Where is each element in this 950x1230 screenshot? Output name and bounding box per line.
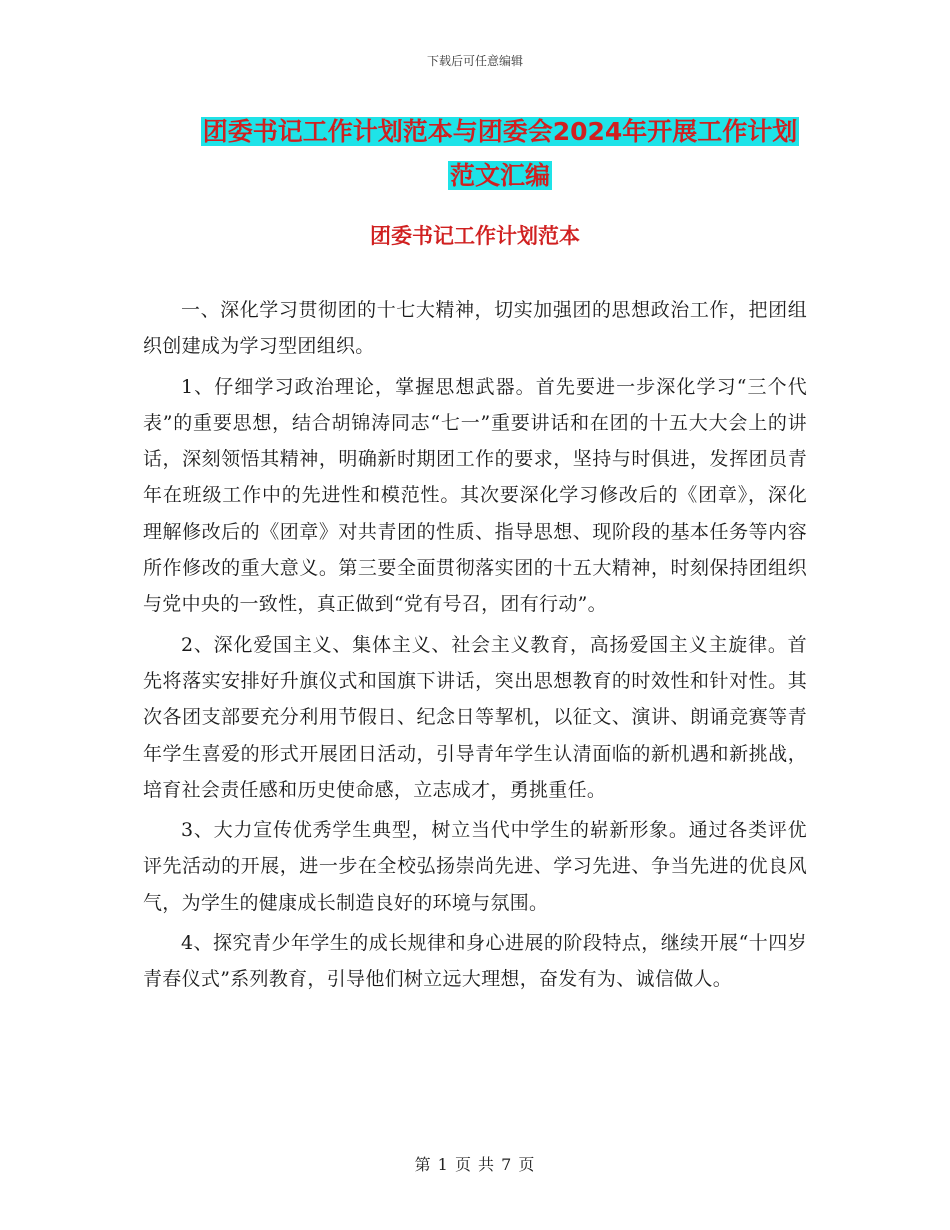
paragraph: 一、深化学习贯彻团的十七大精神，切实加强团的思想政治工作，把团组织创建成为学习型团组织。 xyxy=(143,299,807,358)
document-title xyxy=(150,110,850,198)
paragraph: 2、深化爱国主义、集体主义、社会主义教育，高扬爱国主义主旋律。首先将落实安排好升旗仪式和国旗下讲话，突出思想教育的时效性和针对性。其次各团支部要充分利用节假日、纪念日等挈机，以征文、演讲、朗诵竞赛等青年学生喜爱的形式开展团日活动，引导青年学生认清面临的新机遇和新挑战，培育社会责任感和历史使命感，立志成才，勇挑重任。 xyxy=(143,633,807,801)
paragraph: 3、大力宣传优秀学生典型，树立当代中学生的崭新形象。通过各类评优评先活动的开展，进一步在全校弘扬崇尚先进、学习先进、争当先进的优良风气，为学生的健康成长制造良好的环境与氛围。 xyxy=(143,819,807,914)
paragraph: 1、仔细学习政治理论，掌握思想武器。首先要进一步深化学习“三个代表”的重要思想，结合胡锦涛同志“七一”重要讲话和在团的十五大大会上的讲话，深刻领悟其精神，明确新时期团工作的要求，坚持与时俱进，发挥团员青年在班级工作中的先进性和模范性。其次要深化学习修改后的《团章》，深化理解修改后的《团章》对共青团的性质、指导思想、现阶段的基本任务等内容所作修改的重大意义。第三要全面贯彻落实团的十五大精神，时刻保持团组织与党中央的一致性，真正做到“党有号召，团有行动”。 xyxy=(143,375,807,616)
title-line-2: 范文汇编 xyxy=(449,161,550,190)
header-note: 下载后可任意编辑 xyxy=(426,54,523,68)
page-footer: 第 1 页 共 7 页 xyxy=(414,1155,536,1174)
body-text xyxy=(143,292,807,1002)
section-title: 团委书记工作计划范本 xyxy=(370,224,580,248)
paragraph: 4、探究青少年学生的成长规律和身心进展的阶段特点，继续开展“十四岁青春仪式”系列教育，引导他们树立远大理想，奋发有为、诚信做人。 xyxy=(143,932,807,991)
title-line-1: 团委书记工作计划范本与团委会2024年开展工作计划 xyxy=(202,117,798,146)
